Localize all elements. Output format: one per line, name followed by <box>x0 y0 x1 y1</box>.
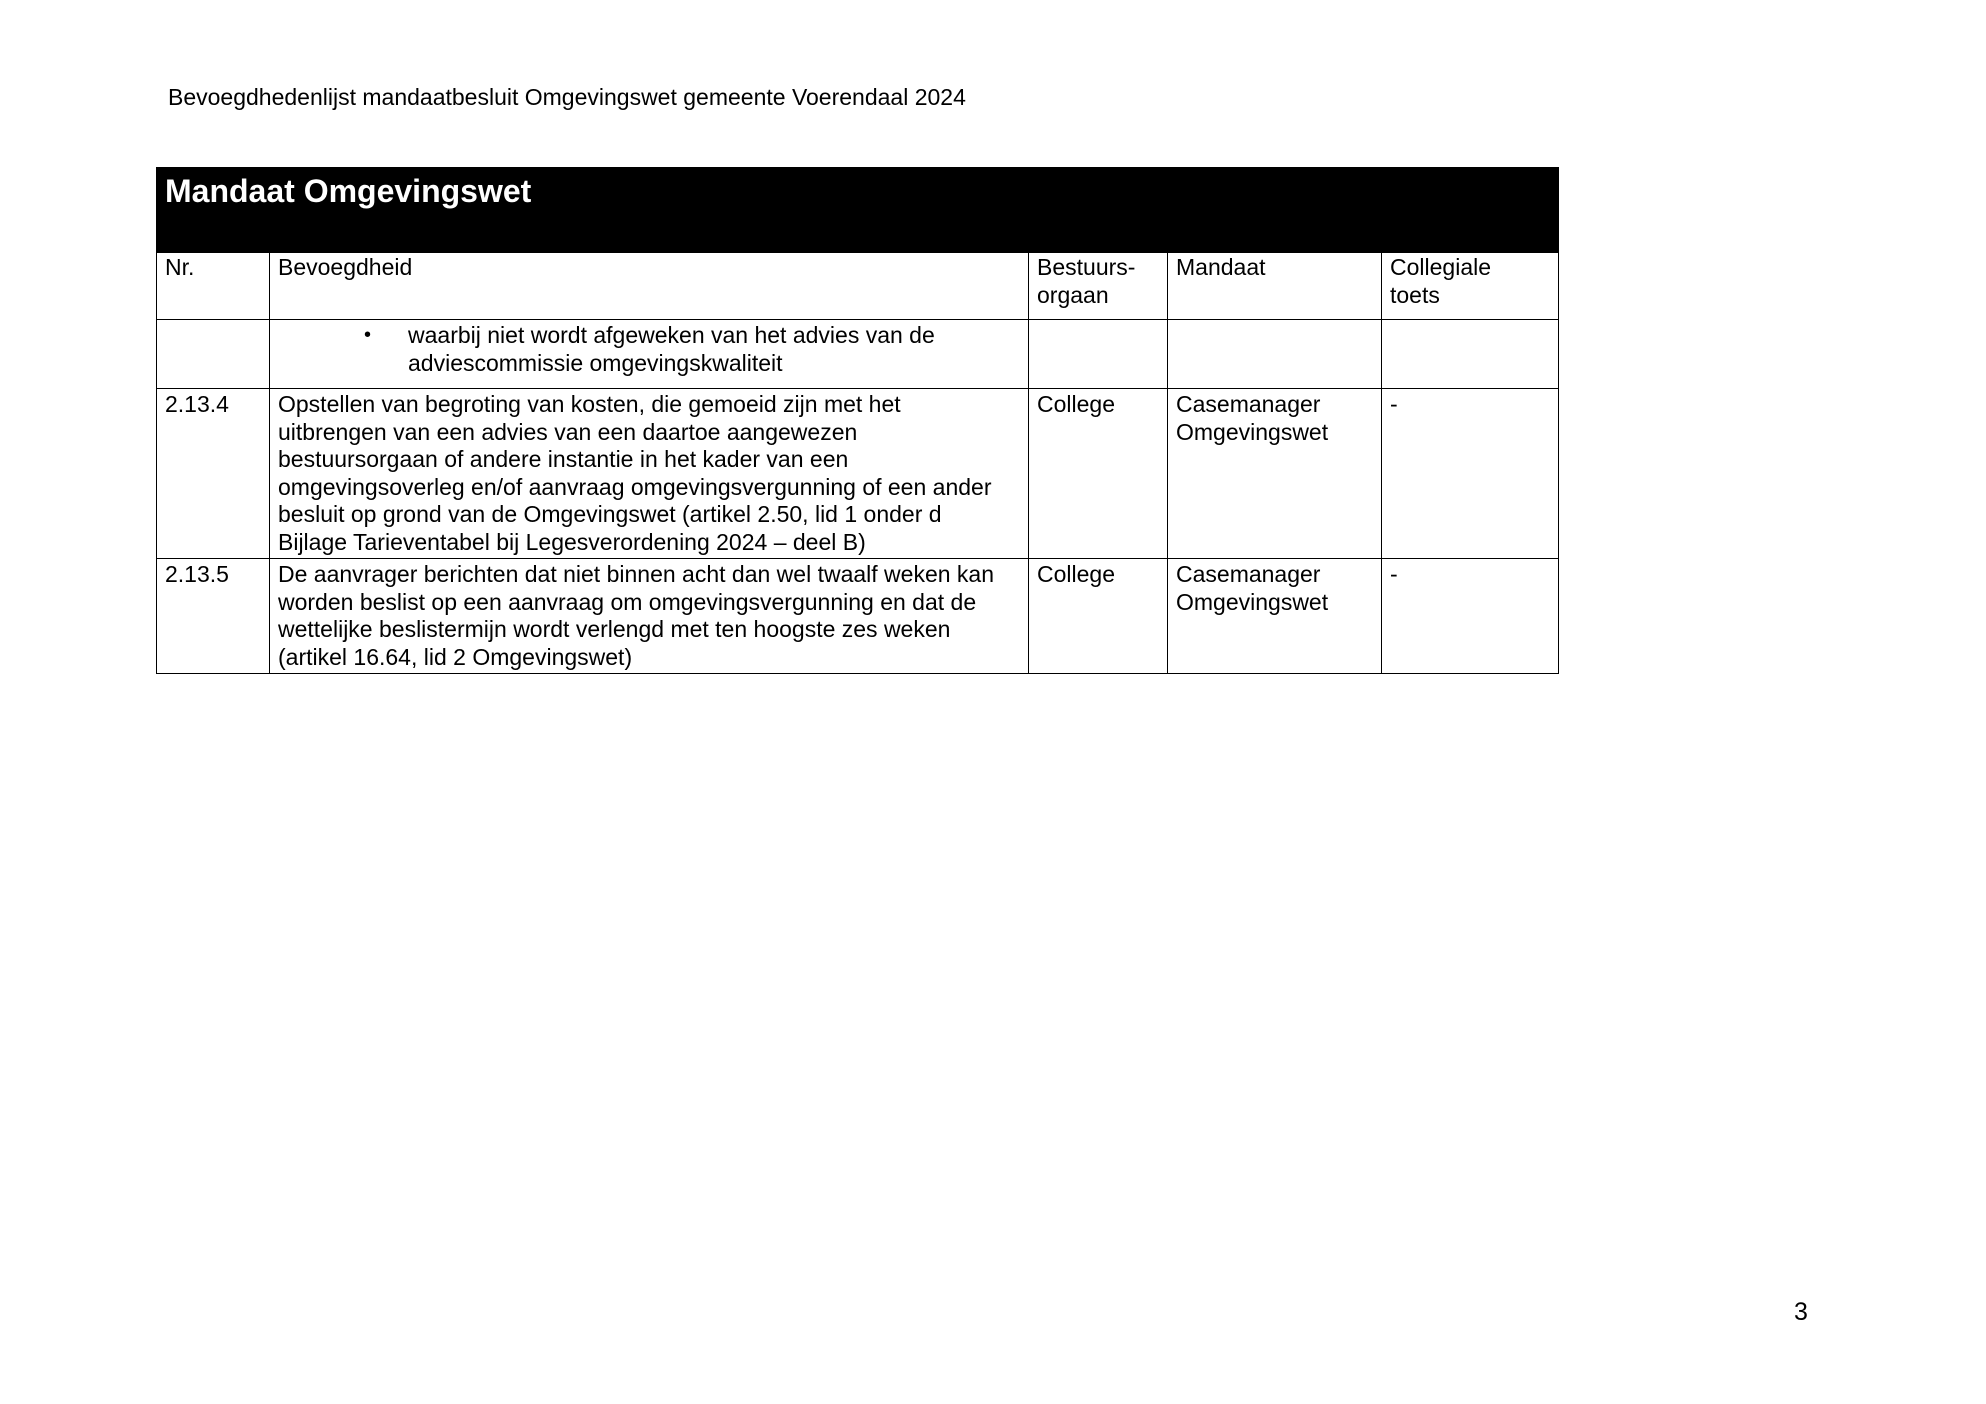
cell-bestuursorgaan-empty <box>1029 320 1168 389</box>
table-row <box>157 389 1559 559</box>
cell-bestuursorgaan: College <box>1029 559 1168 674</box>
bevoegdheid-line: bestuursorgaan of andere instantie in het kader van een <box>278 446 849 472</box>
column-header-bevoegdheid: Bevoegdheid <box>270 253 1029 320</box>
column-header-mandaat: Mandaat <box>1168 253 1382 320</box>
table-title: Mandaat Omgevingswet <box>157 168 1559 253</box>
cell-nr-empty <box>157 320 270 389</box>
cell-nr: 2.13.4 <box>157 389 270 559</box>
cell-mandaat <box>1168 559 1382 674</box>
bevoegdheid-line: (artikel 16.64, lid 2 Omgevingswet) <box>278 643 633 670</box>
cell-collegiale-toets: - <box>1382 559 1559 674</box>
column-header-collegiale-toets-line2: toets <box>1390 281 1440 308</box>
mandaat-line1: Casemanager <box>1176 391 1321 417</box>
cell-bevoegdheid <box>270 559 1029 674</box>
cell-bestuursorgaan: College <box>1029 389 1168 559</box>
table-header-row <box>157 253 1559 320</box>
page-number: 3 <box>1794 1298 1808 1326</box>
bevoegdheid-line: omgevingsoverleg en/of aanvraag omgevingsvergunning of een ander <box>278 473 992 500</box>
column-header-collegiale-toets <box>1382 253 1559 320</box>
mandate-table <box>156 167 1559 674</box>
table-row <box>157 559 1559 674</box>
bevoegdheid-line: De aanvrager berichten dat niet binnen acht dan wel twaalf weken kan <box>278 561 995 587</box>
bevoegdheid-line: uitbrengen van een advies van een daartoe aangewezen <box>278 418 858 445</box>
bullet-text-line1: waarbij niet wordt afgeweken van het advies van de <box>408 322 935 348</box>
bevoegdheid-line: Opstellen van begroting van kosten, die gemoeid zijn met het <box>278 391 901 417</box>
bevoegdheid-line: worden beslist op een aanvraag om omgevingsvergunning en dat de <box>278 588 977 615</box>
mandaat-line2: Omgevingswet <box>1176 418 1329 445</box>
cell-bevoegdheid <box>270 389 1029 559</box>
column-header-bestuursorgaan-line1: Bestuurs- <box>1037 254 1136 280</box>
document-header: Bevoegdhedenlijst mandaatbesluit Omgevingswet gemeente Voerendaal 2024 <box>168 84 966 110</box>
column-header-bestuursorgaan <box>1029 253 1168 320</box>
cell-mandaat <box>1168 389 1382 559</box>
cell-mandaat-empty <box>1168 320 1382 389</box>
table-title-row <box>157 168 1559 253</box>
bevoegdheid-line: wettelijke beslistermijn wordt verlengd met ten hoogste zes weken <box>278 616 951 642</box>
bullet-text-line2: adviescommissie omgevingskwaliteit <box>408 349 783 376</box>
bullet-list-item <box>278 322 1020 377</box>
column-header-nr: Nr. <box>157 253 270 320</box>
mandaat-line1: Casemanager <box>1176 561 1321 587</box>
cell-bevoegdheid-continuation <box>270 320 1029 389</box>
column-header-collegiale-toets-line1: Collegiale <box>1390 254 1492 280</box>
cell-nr: 2.13.5 <box>157 559 270 674</box>
table-row-continuation <box>157 320 1559 389</box>
cell-collegiale-toets: - <box>1382 389 1559 559</box>
mandaat-line2: Omgevingswet <box>1176 588 1329 615</box>
bevoegdheid-line: besluit op grond van de Omgevingswet (artikel 2.50, lid 1 onder d <box>278 501 942 527</box>
bullet-icon: • <box>364 324 372 346</box>
bevoegdheid-line: Bijlage Tarieventabel bij Legesverordening 2024 – deel B) <box>278 528 866 555</box>
cell-collegiale-toets-empty <box>1382 320 1559 389</box>
column-header-bestuursorgaan-line2: orgaan <box>1037 281 1109 308</box>
bullet-list <box>278 322 1020 377</box>
